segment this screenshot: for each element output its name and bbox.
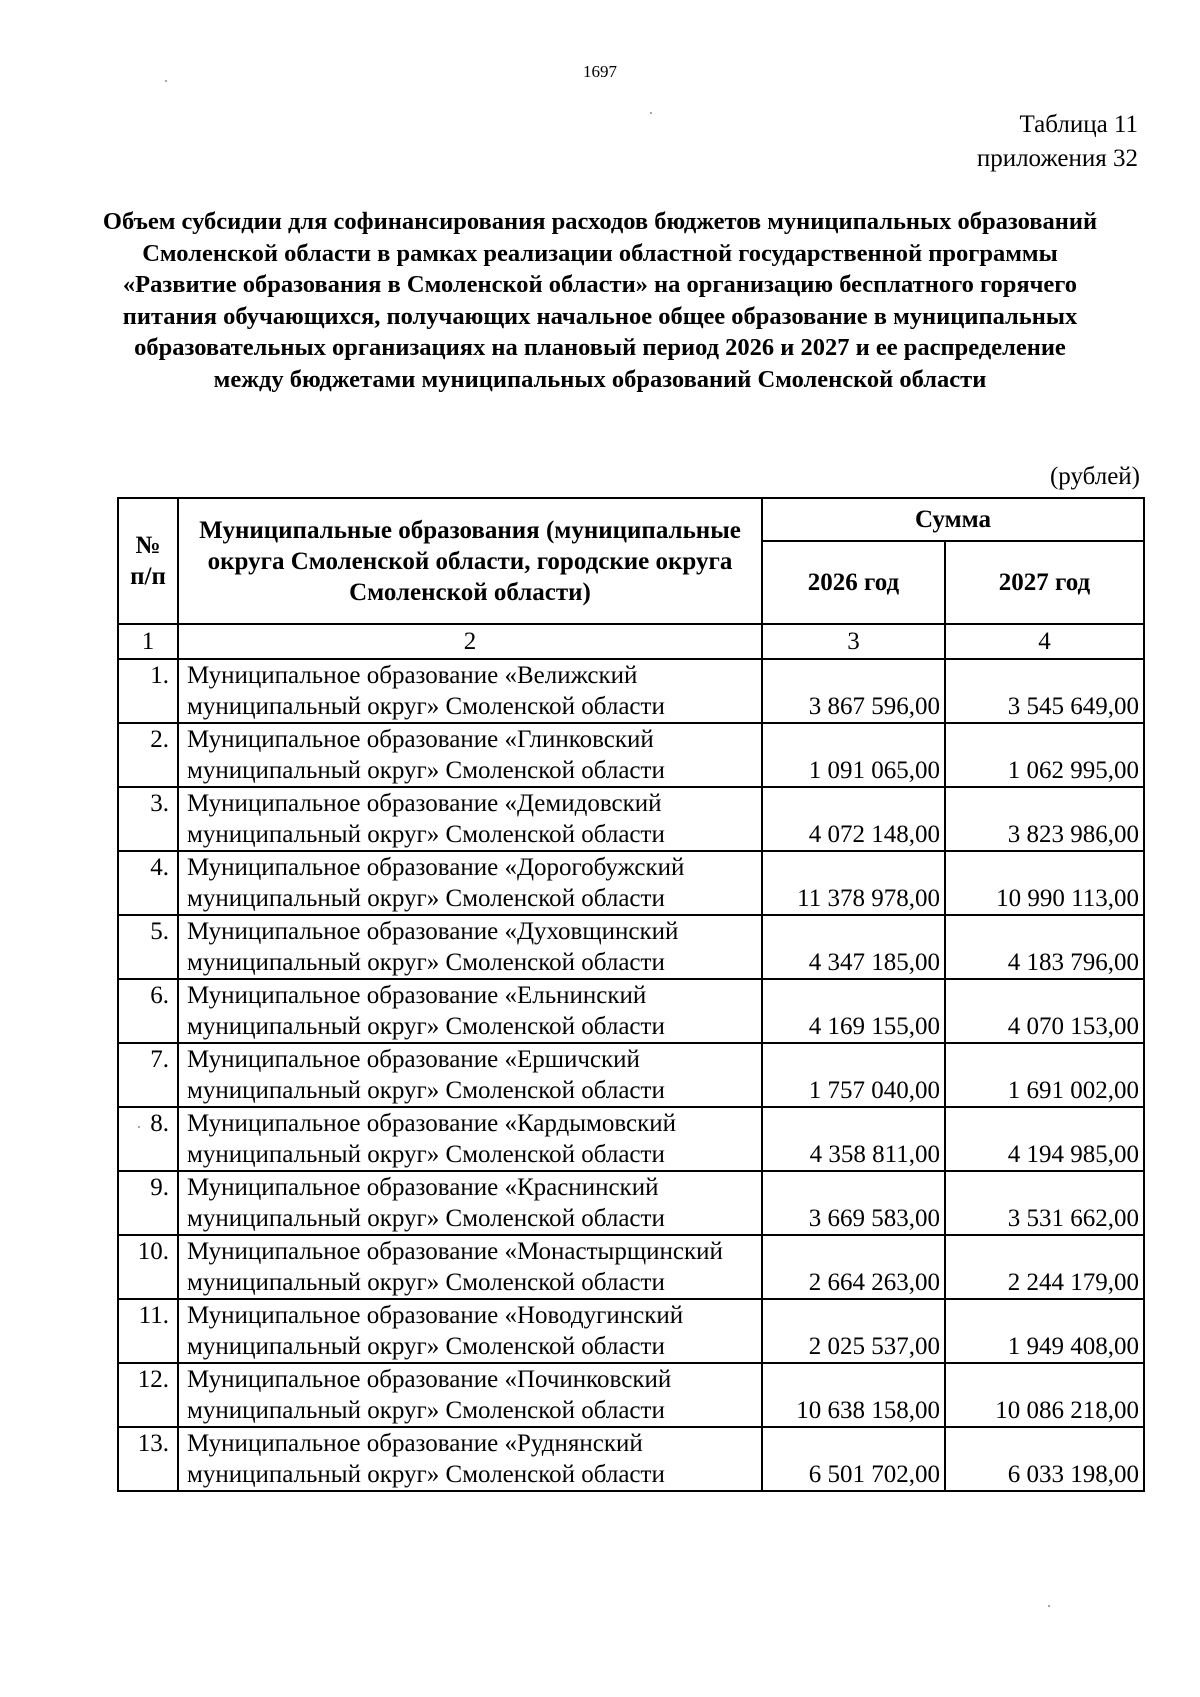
amount-2026: 1 091 065,00 <box>762 723 945 787</box>
amount-2026: 6 501 702,00 <box>762 1427 945 1491</box>
table-row <box>118 1235 1144 1299</box>
row-number: 1. <box>118 659 178 723</box>
row-number: 10. <box>118 1235 178 1299</box>
amount-2026: 2 664 263,00 <box>762 1235 945 1299</box>
amount-2027: 1 949 408,00 <box>945 1299 1144 1363</box>
amount-2026: 4 358 811,00 <box>762 1107 945 1171</box>
municipality-name: Муниципальное образование «Ершичский муниципальный округ» Смоленской области <box>178 1043 762 1107</box>
table-row <box>118 851 1144 915</box>
table-row <box>118 659 1144 723</box>
header-row <box>118 498 1144 541</box>
table-row <box>118 915 1144 979</box>
table-reference <box>977 108 1138 176</box>
header-year-2026: 2026 год <box>762 541 945 624</box>
municipality-name: Муниципальное образование «Руднянский муниципальный округ» Смоленской области <box>178 1427 762 1491</box>
row-number: 2. <box>118 723 178 787</box>
page-number: 1697 <box>583 62 617 81</box>
amount-2027: 1 062 995,00 <box>945 723 1144 787</box>
amount-2026: 4 169 155,00 <box>762 979 945 1043</box>
table-row <box>118 787 1144 851</box>
row-number: 6. <box>118 979 178 1043</box>
scan-speck <box>138 1126 140 1128</box>
municipality-name: Муниципальное образование «Демидовский муниципальный округ» Смоленской области <box>178 787 762 851</box>
table-reference-line-1: Таблица 11 <box>1019 111 1138 138</box>
municipality-name: Муниципальное образование «Дорогобужский муниципальный округ» Смоленской области <box>178 851 762 915</box>
amount-2027: 4 194 985,00 <box>945 1107 1144 1171</box>
amount-2027: 6 033 198,00 <box>945 1427 1144 1491</box>
row-number: 4. <box>118 851 178 915</box>
amount-2026: 10 638 158,00 <box>762 1363 945 1427</box>
municipality-name: Муниципальное образование «Ельнинский муниципальный округ» Смоленской области <box>178 979 762 1043</box>
row-number: 13. <box>118 1427 178 1491</box>
table-row <box>118 1171 1144 1235</box>
row-number: 12. <box>118 1363 178 1427</box>
amount-2026: 2 025 537,00 <box>762 1299 945 1363</box>
municipality-name: Муниципальное образование «Монастырщинский муниципальный округ» Смоленской области <box>178 1235 762 1299</box>
table-row <box>118 979 1144 1043</box>
subsidy-table-body <box>118 498 1144 1491</box>
table-reference-line-2: приложения 32 <box>976 145 1138 172</box>
amount-2027: 10 086 218,00 <box>945 1363 1144 1427</box>
table-row <box>118 723 1144 787</box>
municipality-name: Муниципальное образование «Духовщинский муниципальный округ» Смоленской области <box>178 915 762 979</box>
scan-speck <box>650 112 652 114</box>
column-number-1: 1 <box>118 624 178 659</box>
amount-2027: 4 070 153,00 <box>945 979 1144 1043</box>
amount-2026: 3 867 596,00 <box>762 659 945 723</box>
column-number-3: 3 <box>762 624 945 659</box>
municipality-name: Муниципальное образование «Краснинский муниципальный округ» Смоленской области <box>178 1171 762 1235</box>
subsidy-table <box>117 497 1145 1492</box>
row-number: 3. <box>118 787 178 851</box>
amount-2027: 2 244 179,00 <box>945 1235 1144 1299</box>
column-number-2: 2 <box>178 624 762 659</box>
table-row <box>118 1107 1144 1171</box>
amount-2027: 3 823 986,00 <box>945 787 1144 851</box>
table-row <box>118 1427 1144 1491</box>
amount-2026: 4 072 148,00 <box>762 787 945 851</box>
table-row <box>118 1363 1144 1427</box>
header-number: № п/п <box>118 498 178 624</box>
units-label: (рублей) <box>1049 463 1140 490</box>
municipality-name: Муниципальное образование «Новодугинский муниципальный округ» Смоленской области <box>178 1299 762 1363</box>
header-municipality: Муниципальные образования (муниципальные округа Смоленской области, городские округа Смоленской области) <box>178 498 762 624</box>
municipality-name: Муниципальное образование «Починковский муниципальный округ» Смоленской области <box>178 1363 762 1427</box>
amount-2027: 3 531 662,00 <box>945 1171 1144 1235</box>
municipality-name: Муниципальное образование «Глинковский муниципальный округ» Смоленской области <box>178 723 762 787</box>
table-row <box>118 1299 1144 1363</box>
table-row <box>118 1043 1144 1107</box>
scan-speck <box>1048 1605 1050 1607</box>
row-number: 8. <box>118 1107 178 1171</box>
municipality-name: Муниципальное образование «Кардымовский муниципальный округ» Смоленской области <box>178 1107 762 1171</box>
amount-2026: 3 669 583,00 <box>762 1171 945 1235</box>
amount-2027: 10 990 113,00 <box>945 851 1144 915</box>
amount-2027: 3 545 649,00 <box>945 659 1144 723</box>
header-year-2027: 2027 год <box>945 541 1144 624</box>
amount-2027: 1 691 002,00 <box>945 1043 1144 1107</box>
header-sum: Сумма <box>762 498 1144 541</box>
row-number: 7. <box>118 1043 178 1107</box>
column-numbers-row <box>118 624 1144 659</box>
scan-speck <box>165 80 167 82</box>
amount-2026: 4 347 185,00 <box>762 915 945 979</box>
row-number: 5. <box>118 915 178 979</box>
row-number: 9. <box>118 1171 178 1235</box>
column-number-4: 4 <box>945 624 1144 659</box>
document-title: Объем субсидии для софинансирования расходов бюджетов муниципальных образований Смоленской области в рамках реализации областной государственной программы «Развитие образования в Смоленской области» на организацию бесплатного горячего питания обучающихся, получающих начальное общее образование в муниципальных образовательных организациях на плановый период 2026 и 2027 и ее распределение между бюджетами муниципальных образований Смоленской области <box>102 208 1098 393</box>
amount-2026: 11 378 978,00 <box>762 851 945 915</box>
amount-2027: 4 183 796,00 <box>945 915 1144 979</box>
municipality-name: Муниципальное образование «Велижский муниципальный округ» Смоленской области <box>178 659 762 723</box>
amount-2026: 1 757 040,00 <box>762 1043 945 1107</box>
row-number: 11. <box>118 1299 178 1363</box>
